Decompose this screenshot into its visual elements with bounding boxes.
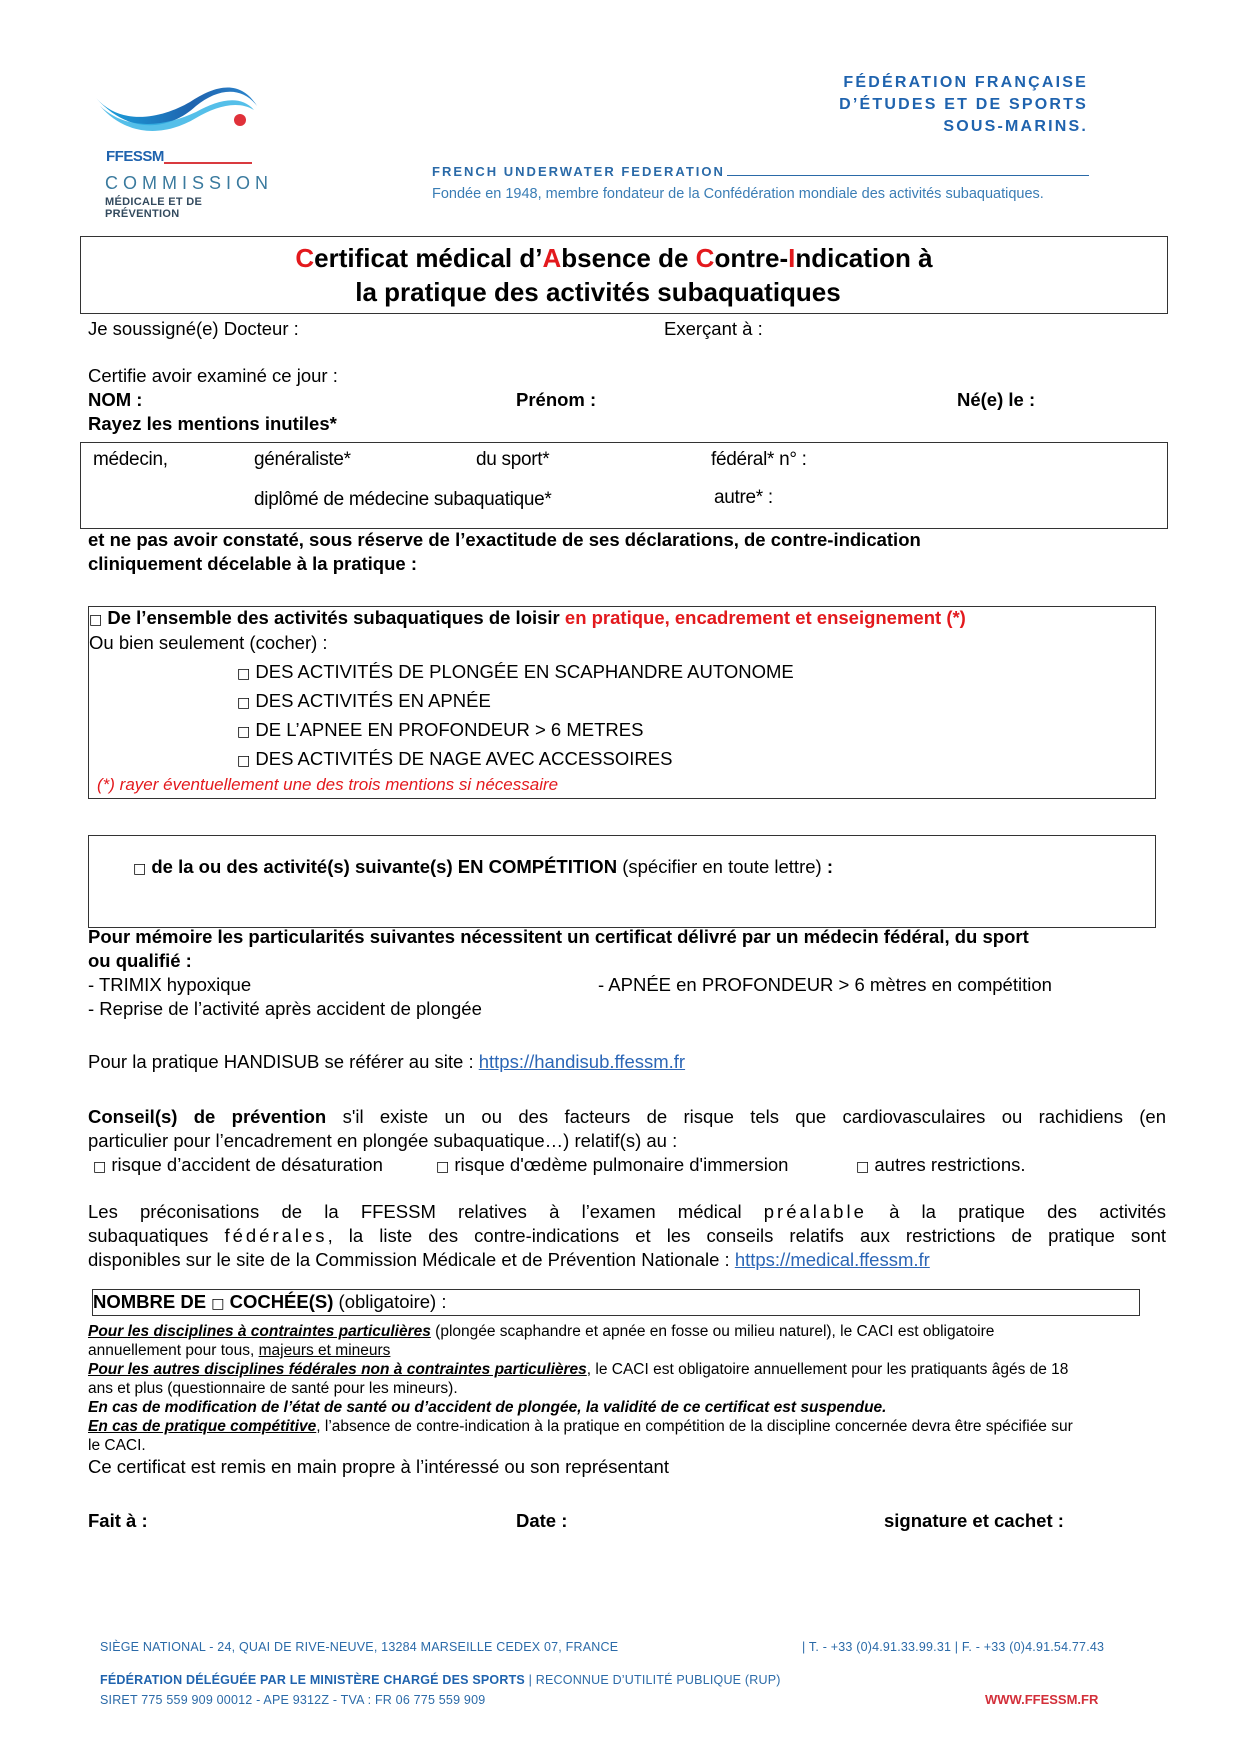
title-part: ontre- (714, 243, 789, 273)
doctor-type-medecin[interactable]: médecin, (93, 449, 168, 470)
text-part: , la liste des contre-indications et les conseils relatifs aux restrictions de pratique sont (327, 1225, 1166, 1246)
document-title-line2: la pratique des activités subaquatiques (355, 277, 841, 307)
checkbox-icon: □ (211, 1296, 225, 1312)
document-title-line1 (71, 243, 1157, 274)
checkbox-icon[interactable]: □ (237, 695, 251, 711)
declaration-line2: cliniquement décelable à la pratique : (88, 553, 417, 574)
doctor-type-autre[interactable]: autre* : (714, 487, 773, 508)
strike-instruction: Rayez les mentions inutiles* (88, 413, 337, 434)
text-part: majeurs et mineurs (258, 1342, 391, 1359)
text-part: préalable (763, 1201, 867, 1222)
footer-phones: | T. - +33 (0)4.91.33.99.31 | F. - +33 (0)4.91.54.77.43 (802, 1640, 1105, 1654)
header-divider (727, 175, 1089, 176)
date-field[interactable]: Date : (516, 1510, 568, 1531)
checkbox-icon[interactable]: □ (436, 1159, 450, 1175)
title-initial: C (695, 243, 715, 273)
federation-line: FÉDÉRATION FRANÇAISE (843, 74, 1088, 91)
leisure-all-scope: en pratique, encadrement et enseignement (*) (564, 607, 966, 628)
option-swim-accessories[interactable] (237, 748, 672, 770)
prevention-option-oedema[interactable] (436, 1154, 788, 1176)
practicing-location-field[interactable]: Exerçant à : (664, 318, 763, 339)
text-part: disponibles sur le site de la Commission Médicale et de Prévention Nationale : (88, 1249, 730, 1270)
checked-count-box[interactable] (92, 1289, 1140, 1316)
wave-logo-icon (92, 72, 262, 147)
logo-divider (164, 162, 252, 164)
reminder-line1: Pour mémoire les particularités suivantes nécessitent un certificat délivré par un médecin fédéral, du sport (88, 926, 1029, 947)
footer-siret: SIRET 775 559 909 00012 - APE 9312Z - TVA : FR 06 775 559 909 (100, 1693, 486, 1707)
reminder-apnea: - APNÉE en PROFONDEUR > 6 mètres en compétition (598, 974, 1052, 995)
competition-colon: : (826, 856, 833, 877)
option-deep-apnea[interactable] (237, 719, 643, 741)
option-label: DES ACTIVITÉS DE NAGE AVEC ACCESSOIRES (255, 748, 673, 769)
document-title-box (80, 236, 1168, 314)
text-part: , l’absence de contre-indication à la pratique en compétition de la discipline concernée devra être spécifiée sur (316, 1418, 1073, 1435)
title-part: ndication à (795, 243, 933, 273)
strike-footnote: (*) rayer éventuellement une des trois mentions si nécessaire (97, 775, 559, 794)
ffessm-commission-logo (92, 72, 274, 220)
text-part: (plongée scaphandre et apnée en fosse ou milieu naturel), le CACI est obligatoire (435, 1323, 995, 1340)
option-label: risque d'œdème pulmonaire d'immersion (454, 1154, 789, 1175)
medical-link[interactable]: https://medical.ffessm.fr (734, 1249, 930, 1270)
competition-label: de la ou des activité(s) suivante(s) EN COMPÉTITION (151, 856, 618, 877)
preconisations-line1 (88, 1201, 1166, 1223)
leisure-all-option[interactable] (89, 607, 966, 629)
patient-birthdate-field[interactable]: Né(e) le : (957, 389, 1036, 410)
english-name: FRENCH UNDERWATER FEDERATION (432, 164, 725, 179)
checkbox-icon[interactable]: □ (237, 753, 251, 769)
preconisations-line2 (88, 1225, 1166, 1247)
option-apnea[interactable] (237, 690, 491, 712)
title-part: bsence de (561, 243, 696, 273)
note-other-disciplines (88, 1361, 1068, 1379)
doctor-type-box (80, 442, 1168, 529)
signature-field[interactable]: signature et cachet : (884, 1510, 1064, 1531)
federation-name (839, 72, 1088, 138)
logo-commission: COMMISSION (105, 173, 274, 193)
note-other-disciplines-line2: ans et plus (questionnaire de santé pour les mineurs). (88, 1380, 458, 1397)
note-suspension: En cas de modification de l’état de santé ou d’accident de plongée, la validité de ce certificat est suspendue. (88, 1399, 887, 1416)
or-only-label: Ou bien seulement (cocher) : (89, 632, 328, 653)
text-part: FÉDÉRATION DÉLÉGUÉE PAR LE MINISTÈRE CHARGÉ DES SPORTS (100, 1673, 525, 1687)
text-part: En cas de pratique compétitive (88, 1418, 317, 1435)
option-label: DES ACTIVITÉS DE PLONGÉE EN SCAPHANDRE AUTONOME (255, 661, 794, 682)
logo-name: FFESSM (106, 148, 164, 165)
founded-tagline: Fondée en 1948, membre fondateur de la Confédération mondiale des activités subaquatiques. (432, 186, 1044, 202)
checkbox-icon[interactable]: □ (237, 666, 251, 682)
option-scuba[interactable] (237, 661, 794, 683)
note-particular-disciplines-line2 (88, 1342, 390, 1360)
text-part: | RECONNUE D’UTILITÉ PUBLIQUE (RUP) (528, 1673, 781, 1687)
text-part: Pour les autres disciplines fédérales non à contraintes particulières (88, 1361, 587, 1378)
prevention-line2: particulier pour l’encadrement en plongée subaquatique…) relatif(s) au : (88, 1130, 678, 1151)
checkbox-icon[interactable]: □ (133, 861, 147, 877)
text-part: Pour les disciplines à contraintes particulières (88, 1323, 431, 1340)
text-part: annuellement pour tous, (88, 1342, 255, 1359)
text-part: subaquatiques (88, 1225, 209, 1246)
prevention-option-desaturation[interactable] (93, 1154, 383, 1176)
note-particular-disciplines (88, 1323, 994, 1341)
certify-label: Certifie avoir examiné ce jour : (88, 365, 338, 386)
patient-firstname-field[interactable]: Prénom : (516, 389, 597, 410)
handover-text: Ce certificat est remis en main propre à l’intéressé ou son représentant (88, 1456, 669, 1477)
patient-name-field[interactable]: NOM : (88, 389, 143, 410)
reminder-recovery: - Reprise de l’activité après accident de plongée (88, 998, 482, 1019)
reminder-trimix: - TRIMIX hypoxique (88, 974, 252, 995)
text-part: NOMBRE DE (93, 1291, 207, 1312)
footer-delegation (100, 1673, 781, 1687)
text-part: (obligatoire) : (338, 1291, 447, 1312)
declaration-line1: et ne pas avoir constaté, sous réserve de l’exactitude de ses déclarations, de contre-indication (88, 529, 921, 550)
competition-box (88, 835, 1156, 928)
title-part: ertificat médical d’ (314, 243, 543, 273)
doctor-type-generaliste[interactable]: généraliste* (254, 449, 351, 470)
option-label: risque d’accident de désaturation (111, 1154, 383, 1175)
handisub-text: Pour la pratique HANDISUB se référer au site : (88, 1051, 474, 1072)
prevention-option-other[interactable] (856, 1154, 1026, 1176)
title-initial: C (295, 243, 315, 273)
text-part: Les préconisations de la FFESSM relatives à l’examen médical (88, 1201, 742, 1222)
preconisations-line3 (88, 1249, 930, 1271)
text-part: COCHÉE(S) (229, 1291, 334, 1312)
competition-hint: (spécifier en toute lettre) (622, 856, 822, 877)
checked-count-label (93, 1291, 447, 1313)
title-initial: I (788, 243, 796, 273)
handisub-link[interactable]: https://handisub.ffessm.fr (478, 1051, 686, 1072)
competition-option[interactable] (133, 856, 833, 878)
note-competition (88, 1418, 1073, 1436)
federation-line: SOUS-MARINS. (943, 118, 1088, 135)
doctor-type-diplome[interactable]: diplômé de médecine subaquatique* (254, 489, 552, 510)
option-label: DE L’APNEE EN PROFONDEUR > 6 METRES (255, 719, 644, 740)
doctor-name-field[interactable]: Je soussigné(e) Docteur : (88, 318, 299, 339)
note-competition-line2: le CACI. (88, 1437, 146, 1454)
handisub-line (88, 1051, 685, 1073)
leisure-all-label: De l’ensemble des activités subaquatiques de loisir (107, 607, 560, 628)
federation-line: D’ÉTUDES ET DE SPORTS (839, 96, 1088, 113)
leisure-activities-box (88, 606, 1156, 799)
place-field[interactable]: Fait à : (88, 1510, 148, 1531)
title-initial: A (542, 243, 562, 273)
footer-address: SIÈGE NATIONAL - 24, QUAI DE RIVE-NEUVE, 13284 MARSEILLE CEDEX 07, FRANCE (100, 1640, 619, 1654)
reminder-line2: ou qualifié : (88, 950, 192, 971)
prevention-text: s'il existe un ou des facteurs de risque tels que cardiovasculaires ou rachidiens (en (342, 1106, 1167, 1127)
prevention-title: Conseil(s) de prévention (88, 1106, 327, 1127)
checkbox-icon[interactable]: □ (237, 724, 251, 740)
checkbox-icon[interactable]: □ (93, 1159, 107, 1175)
logo-subtitle: MÉDICALE ET DE PRÉVENTION (105, 196, 203, 220)
doctor-type-sport[interactable]: du sport* (476, 449, 550, 470)
footer-website-link[interactable]: WWW.FFESSM.FR (985, 1692, 1099, 1707)
checkbox-icon[interactable]: □ (89, 612, 103, 628)
text-part: à la pratique des activités (889, 1201, 1166, 1222)
text-part: , le CACI est obligatoire annuellement pour les pratiquants âgés de 18 (586, 1361, 1069, 1378)
text-part: fédérales (224, 1225, 328, 1246)
prevention-line1 (88, 1106, 1166, 1128)
doctor-type-federal[interactable]: fédéral* n° : (711, 449, 807, 470)
option-label: DES ACTIVITÉS EN APNÉE (255, 690, 491, 711)
option-label: autres restrictions. (874, 1154, 1026, 1175)
checkbox-icon[interactable]: □ (856, 1159, 870, 1175)
